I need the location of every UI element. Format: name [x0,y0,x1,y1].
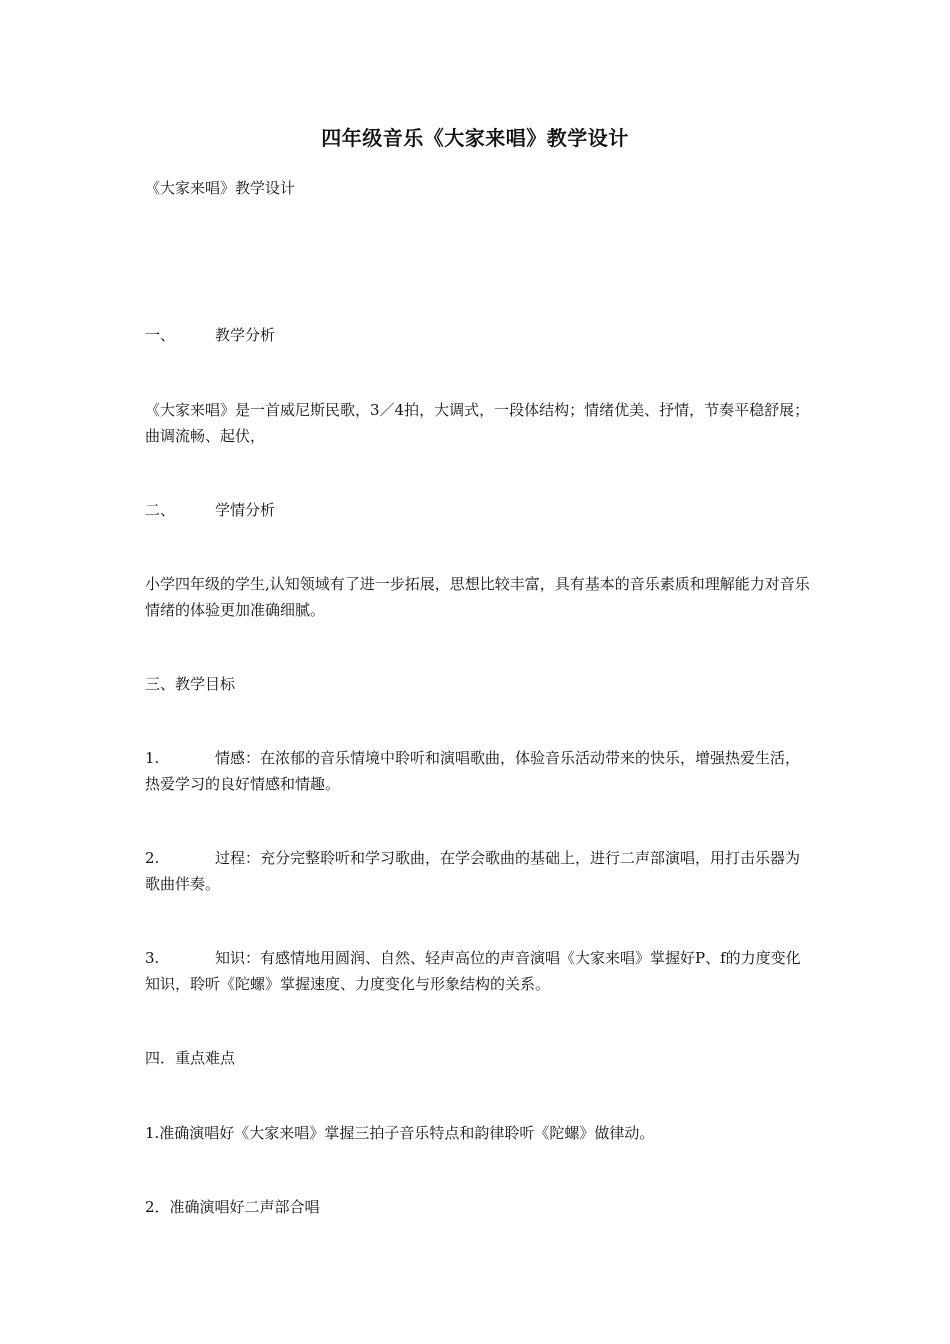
goal-item [145,745,810,797]
paragraph-analysis: 《大家来唱》是一首威尼斯民歌，3／4拍，大调式，一段体结构；情绪优美、抒情，节奏平稳舒展；曲调流畅、起伏， [145,401,810,445]
goal-item [145,945,810,997]
section-title: 学情分析 [215,501,276,519]
key-point-item: 1.准确演唱好《大家来唱》掌握三拍子音乐特点和韵律聆听《陀螺》做律动。 [145,1124,655,1142]
section-number: 一、 [145,326,176,344]
section-heading-goals: 三、教学目标 [145,675,236,693]
goal-number: 3. [145,949,160,967]
goal-text: 情感：在浓郁的音乐情境中聆听和演唱歌曲，体验音乐活动带来的快乐，增强热爱生活，热爱学习的良好情感和情趣。 [145,749,801,793]
paragraph-students: 小学四年级的学生,认知领域有了进一步拓展，思想比较丰富，具有基本的音乐素质和理解能力对音乐情绪的体验更加准确细腻。 [145,575,810,619]
goal-number: 1. [145,749,160,767]
document-title: 四年级音乐《大家来唱》教学设计 [321,126,629,150]
goal-item [145,845,810,897]
key-point-item: 2．准确演唱好二声部合唱 [145,1198,320,1216]
section-heading-students [145,497,810,523]
goal-number: 2. [145,849,160,867]
section-number: 二、 [145,501,176,519]
section-heading-analysis [145,322,810,348]
subtitle: 《大家来唱》教学设计 [145,179,296,197]
goal-text: 知识：有感情地用圆润、自然、轻声高位的声音演唱《大家来唱》掌握好P、f的力度变化知识，聆听《陀螺》掌握速度、力度变化与形象结构的关系。 [145,949,801,993]
goal-text: 过程：充分完整聆听和学习歌曲，在学会歌曲的基础上，进行二声部演唱，用打击乐器为歌曲伴奏。 [145,849,801,893]
section-title: 教学分析 [215,326,276,344]
section-heading-key-points: 四．重点难点 [145,1049,236,1067]
